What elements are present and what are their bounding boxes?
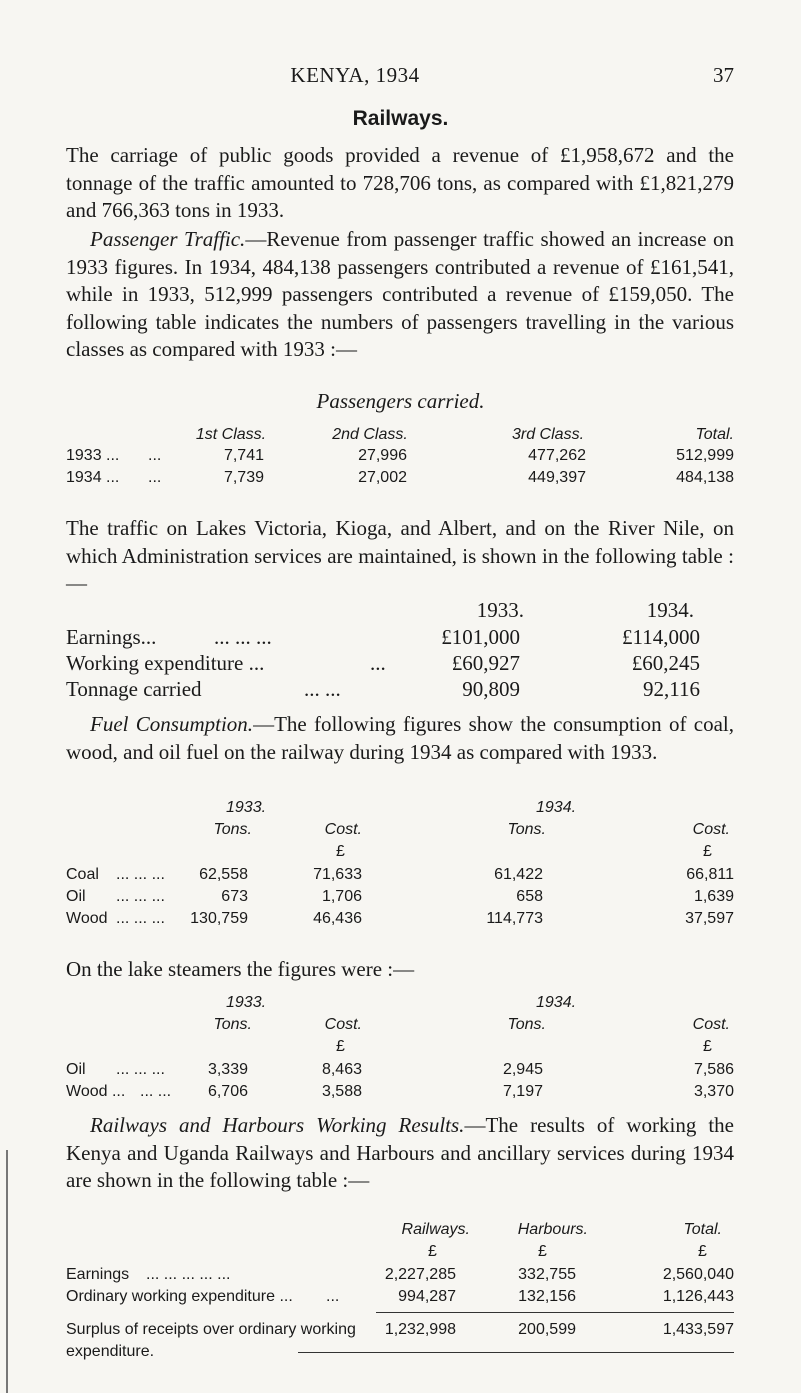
table-cell: 477,262 xyxy=(528,447,586,464)
table-cell: 27,002 xyxy=(358,469,407,486)
table-cell: 92,116 xyxy=(643,677,700,701)
row-dots: ... xyxy=(326,1288,340,1305)
table-cell: 200,599 xyxy=(518,1321,576,1338)
col-header: Total. xyxy=(683,1221,722,1238)
paragraph-lead: Passenger Traffic. xyxy=(90,227,246,251)
paragraph-results xyxy=(66,1112,734,1195)
row-label: Tonnage carried xyxy=(66,677,202,701)
table-cell: £60,245 xyxy=(631,651,700,675)
row-dots: ... xyxy=(148,447,162,464)
running-header: KENYA, 1934 xyxy=(290,63,420,87)
row-label: Wood xyxy=(66,910,108,927)
col-header: Tons. xyxy=(507,821,546,838)
col-header: Total. xyxy=(695,426,734,443)
year-header: 1933. xyxy=(226,994,267,1011)
row-dots: ... xyxy=(148,469,162,486)
table-cell: 130,759 xyxy=(190,910,248,927)
table-cell: 90,809 xyxy=(462,677,520,701)
year-header: 1934. xyxy=(536,994,577,1011)
table-cell: 1,433,597 xyxy=(662,1321,734,1338)
table-cell: 7,586 xyxy=(693,1061,734,1078)
row-dots: ... ... ... xyxy=(116,866,165,883)
table-cell: 66,811 xyxy=(686,866,734,883)
col-header: Railways. xyxy=(401,1221,470,1238)
row-label: Earnings xyxy=(66,1266,130,1283)
table-cell: 1,706 xyxy=(321,888,362,905)
col-header: Tons. xyxy=(213,1016,252,1033)
col-header: 1933. xyxy=(476,598,524,622)
table-cell: 3,339 xyxy=(207,1061,248,1078)
table-cell: 8,463 xyxy=(321,1061,362,1078)
col-header: Cost. xyxy=(324,821,362,838)
row-dots: ... ... xyxy=(304,677,341,701)
paragraph-fuel xyxy=(66,711,734,766)
row-label: Earnings... xyxy=(66,625,157,649)
table-cell: 2,560,040 xyxy=(662,1266,734,1283)
row-dots: ... ... ... xyxy=(214,625,272,649)
col-header: Tons. xyxy=(213,821,252,838)
table-cell: 71,633 xyxy=(313,866,362,883)
table-cell: 512,999 xyxy=(676,447,734,464)
row-label: Coal xyxy=(66,866,99,883)
scan-edge-mark xyxy=(6,1150,8,1393)
row-dots: ... ... ... ... ... xyxy=(146,1266,231,1283)
col-header: 1934. xyxy=(646,598,694,622)
table-cell: 62,558 xyxy=(199,866,248,883)
paragraph-lead: Fuel Consumption. xyxy=(90,712,254,736)
paragraph-lakes-text: The traffic on Lakes Victoria, Kioga, and Albert, and on the River Nile, on which Administration services are maintained, is shown in the following table :— xyxy=(66,516,734,595)
unit-label: £ xyxy=(336,1038,345,1055)
col-header: Cost. xyxy=(692,821,730,838)
paragraph-body: —The following figures show the consumption of coal, wood, and oil fuel on the railway during 1934 as compared with 1933. xyxy=(66,712,735,764)
table-cell: 3,370 xyxy=(693,1083,734,1100)
unit-label: £ xyxy=(428,1243,437,1260)
paragraph-goods-text: The carriage of public goods provided a revenue of £1,958,672 and the tonnage of the traffic amounted to 728,706 tons, as compared with £1,821,279 and 766,363 tons in 1933. xyxy=(66,143,734,222)
table-cell: 132,156 xyxy=(518,1288,576,1305)
table-cell: 37,597 xyxy=(685,910,734,927)
table-cell: £101,000 xyxy=(441,625,520,649)
table-cell: 2,945 xyxy=(502,1061,543,1078)
table-cell: 658 xyxy=(516,888,543,905)
table-cell: 27,996 xyxy=(358,447,407,464)
table-cell: 484,138 xyxy=(676,469,734,486)
table-cell: £60,927 xyxy=(451,651,520,675)
col-header: Cost. xyxy=(692,1016,730,1033)
table-cell: 61,422 xyxy=(494,866,543,883)
table-cell: 1,232,998 xyxy=(384,1321,456,1338)
col-header: 1st Class. xyxy=(195,426,267,443)
paragraph-steamers: On the lake steamers the figures were :— xyxy=(66,957,415,981)
paragraph-lakes xyxy=(66,515,734,598)
unit-label: £ xyxy=(698,1243,707,1260)
unit-label: £ xyxy=(336,843,345,860)
row-label: Working expenditure ... xyxy=(66,651,265,675)
unit-label: £ xyxy=(703,1038,712,1055)
section-title: Railways. xyxy=(352,107,449,130)
col-header: 2nd Class. xyxy=(332,426,408,443)
paragraph-body: —The results of working the Kenya and Uganda Railways and Harbours and ancillary services during 1934 are shown in the following table :— xyxy=(66,1113,735,1192)
table-cell: 1,126,443 xyxy=(662,1288,734,1305)
paragraph-passenger xyxy=(66,226,734,364)
total-rule-bottom xyxy=(298,1352,734,1353)
page-number: 37 xyxy=(713,63,734,87)
table-cell: 449,397 xyxy=(528,469,586,486)
passengers-title: Passengers carried. xyxy=(316,389,485,413)
unit-label: £ xyxy=(538,1243,547,1260)
year-header: 1933. xyxy=(226,799,267,816)
col-header: Tons. xyxy=(507,1016,546,1033)
paragraph-lead: Railways and Harbours Working Results. xyxy=(90,1113,465,1137)
col-header: 3rd Class. xyxy=(511,426,585,443)
col-header: Harbours. xyxy=(517,1221,588,1238)
row-dots: ... ... xyxy=(140,1083,172,1100)
table-cell: 994,287 xyxy=(398,1288,456,1305)
table-cell: 3,588 xyxy=(321,1083,362,1100)
paragraph-body: —Revenue from passenger traffic showed an increase on 1933 figures. In 1934, 484,138 passengers contributed a revenue of £161,541, while in 1933, 512,999 passengers contributed a revenue of £159,050. The following table indicates the numbers of passengers travelling in the various classes as compared with 1933 :— xyxy=(66,227,734,361)
table-cell: 6,706 xyxy=(207,1083,248,1100)
row-label: 1934 ... xyxy=(66,469,120,486)
col-header: Cost. xyxy=(324,1016,362,1033)
total-rule xyxy=(376,1312,734,1313)
row-label: Ordinary working expenditure ... xyxy=(66,1288,293,1305)
unit-label: £ xyxy=(703,843,712,860)
table-cell: 332,755 xyxy=(518,1266,576,1283)
table-cell: 7,741 xyxy=(223,447,264,464)
table-cell: 1,639 xyxy=(693,888,734,905)
row-label: 1933 ... xyxy=(66,447,120,464)
surplus-label-continued: expenditure. xyxy=(66,1343,155,1360)
table-cell: £114,000 xyxy=(622,625,700,649)
row-label: Wood ... xyxy=(66,1083,126,1100)
row-label: Oil xyxy=(66,1061,86,1078)
row-dots: ... xyxy=(370,651,386,675)
paragraph-goods xyxy=(66,142,734,225)
table-cell: 46,436 xyxy=(313,910,362,927)
row-dots: ... ... ... xyxy=(116,888,165,905)
table-cell: 7,739 xyxy=(223,469,264,486)
table-cell: 673 xyxy=(221,888,248,905)
row-label: Oil xyxy=(66,888,86,905)
table-cell: 2,227,285 xyxy=(384,1266,456,1283)
year-header: 1934. xyxy=(536,799,577,816)
row-dots: ... ... ... xyxy=(116,1061,165,1078)
row-dots: ... ... ... xyxy=(116,910,165,927)
surplus-label: Surplus of receipts over ordinary working xyxy=(66,1321,356,1338)
table-cell: 114,773 xyxy=(486,910,543,927)
table-cell: 7,197 xyxy=(502,1083,543,1100)
